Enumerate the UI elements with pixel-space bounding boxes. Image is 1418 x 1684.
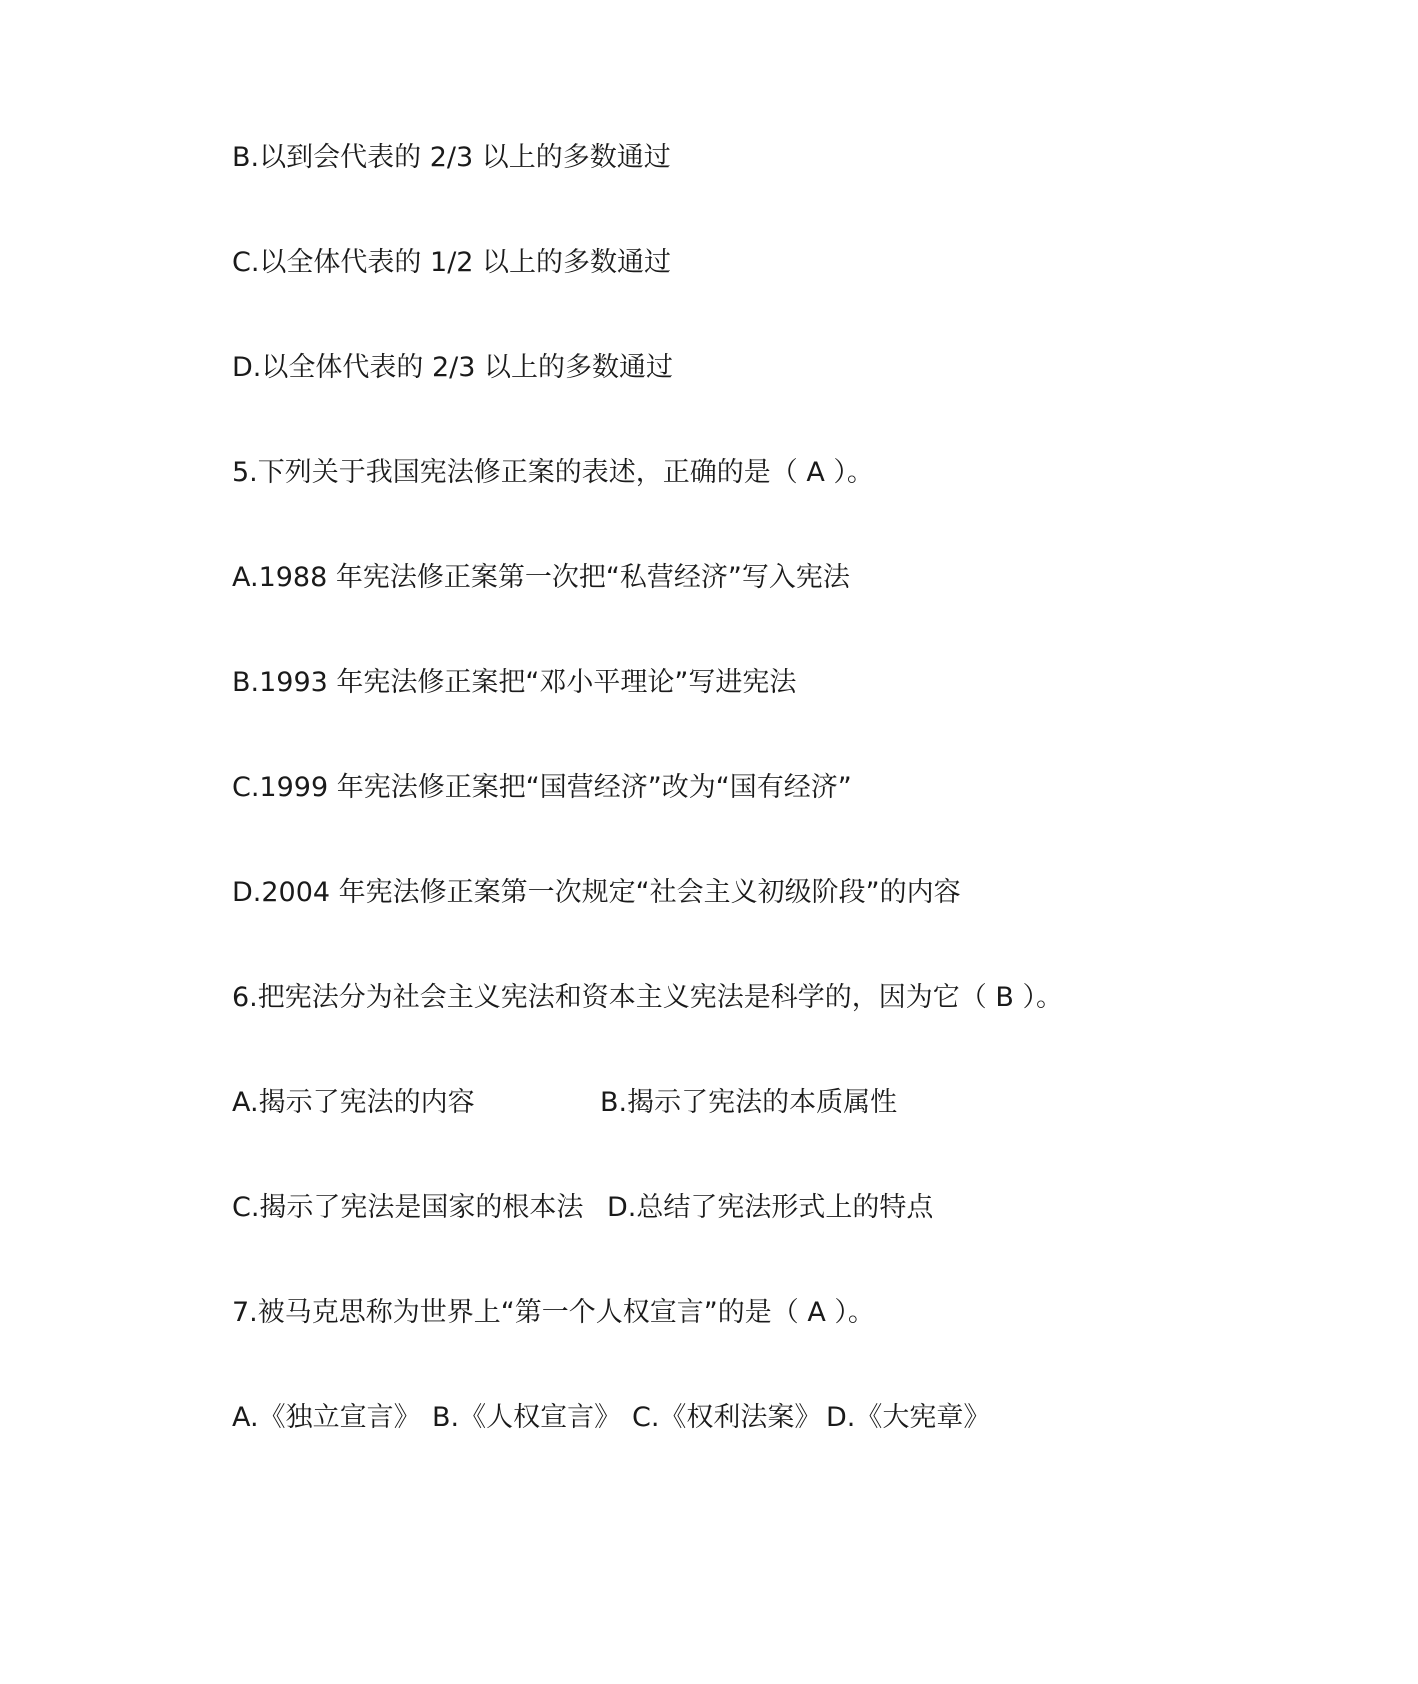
option-a-q5: A.1988 年宪法修正案第一次把“私营经济”写入宪法 [232,562,850,593]
option-b-q7: B.《人权宣言》 [432,1402,622,1433]
option-d-q5: D.2004 年宪法修正案第一次规定“社会主义初级阶段”的内容 [232,877,961,908]
option-d-q7: D.《大宪章》 [826,1402,991,1433]
q6-options-row-1 [232,1083,1232,1123]
option-d-q4: D.以全体代表的 2/3 以上的多数通过 [232,352,673,383]
option-a-q6: A.揭示了宪法的内容 [232,1087,475,1118]
question-5: 5.下列关于我国宪法修正案的表述，正确的是（ A ）。 [232,457,874,488]
option-b-q4: B.以到会代表的 2/3 以上的多数通过 [232,142,671,173]
q6-options-row-2 [232,1188,1232,1228]
option-d-q6: D.总结了宪法形式上的特点 [607,1192,934,1223]
option-b-q6: B.揭示了宪法的本质属性 [600,1087,898,1118]
question-6: 6.把宪法分为社会主义宪法和资本主义宪法是科学的，因为它（ B ）。 [232,982,1063,1013]
option-c-q5: C.1999 年宪法修正案把“国营经济”改为“国有经济” [232,772,852,803]
option-a-q7: A.《独立宣言》 [232,1402,421,1433]
option-c-q4: C.以全体代表的 1/2 以上的多数通过 [232,247,672,278]
option-b-q5: B.1993 年宪法修正案把“邓小平理论”写进宪法 [232,667,797,698]
option-c-q6: C.揭示了宪法是国家的根本法 [232,1192,584,1223]
question-7: 7.被马克思称为世界上“第一个人权宣言”的是（ A ）。 [232,1297,875,1328]
q7-options-row [232,1398,1232,1438]
option-c-q7: C.《权利法案》 [632,1402,822,1433]
